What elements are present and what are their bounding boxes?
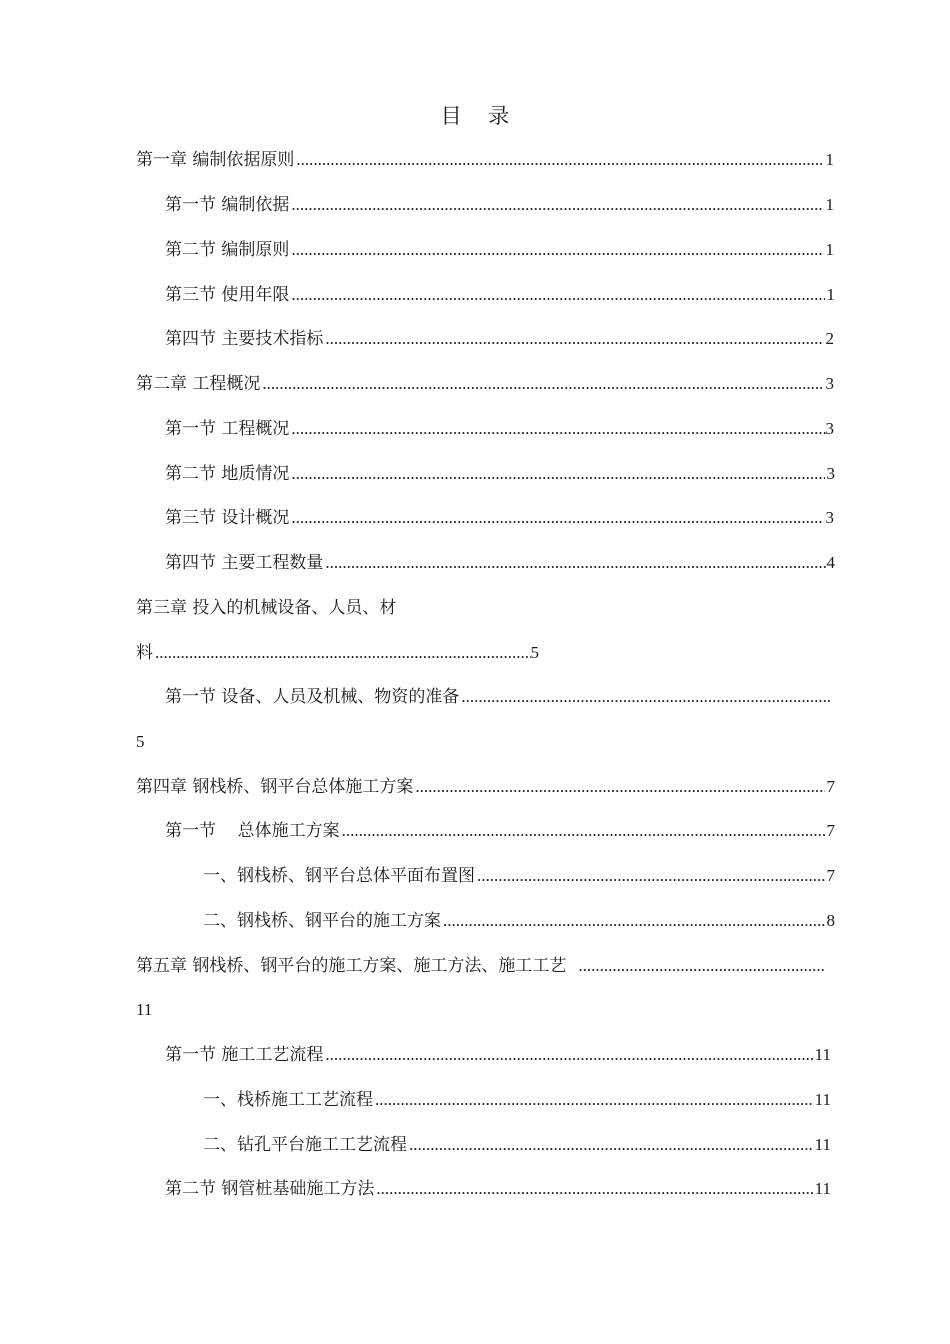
toc-entry-section-3-1[interactable] <box>165 685 831 709</box>
toc-entry-section-2-3[interactable] <box>165 506 834 530</box>
toc-entry-section-1-2[interactable] <box>165 238 834 262</box>
toc-entry-page: 11 <box>814 1045 831 1064</box>
toc-entry-page: 2 <box>825 329 834 348</box>
dot-leader <box>291 417 825 441</box>
toc-entry-label: 第二节 编制原则 <box>165 240 290 260</box>
dot-leader <box>375 1088 813 1112</box>
toc-entry-label: 第二节 钢管桩基础施工方法 <box>165 1179 375 1199</box>
toc-entry-chapter-5-page[interactable]: 11 <box>136 1000 153 1019</box>
toc-entry-page: 3 <box>825 508 834 527</box>
toc-entry-label: 第四节 主要工程数量 <box>165 553 324 573</box>
dot-leader <box>291 506 823 530</box>
toc-entry-section-5-2[interactable] <box>165 1177 831 1201</box>
toc-entry-section-1-4[interactable] <box>165 327 834 351</box>
toc-entry-page: 1 <box>825 150 834 169</box>
toc-entry-label: 第二节 地质情况 <box>165 464 290 484</box>
toc-entry-label: 第一节 编制依据 <box>165 195 290 215</box>
toc-entry-page: 3 <box>825 374 834 393</box>
toc-entry-section-2-4[interactable] <box>165 551 835 575</box>
toc-entry-page: 1 <box>825 195 834 214</box>
dot-leader <box>291 238 823 262</box>
toc-entry-label: 二、钻孔平台施工工艺流程 <box>203 1135 407 1155</box>
dot-leader <box>291 193 823 217</box>
dot-leader <box>443 909 825 933</box>
toc-entry-subsection-4-1-2[interactable] <box>203 909 835 933</box>
toc-entry-page: 3 <box>825 419 834 438</box>
toc-entry-page: 5 <box>530 643 539 662</box>
toc-entry-page: 7 <box>826 777 835 796</box>
toc-entry-label: 第三节 使用年限 <box>165 285 290 305</box>
dot-leader <box>296 148 823 172</box>
dot-leader <box>415 775 824 799</box>
toc-entry-section-5-1[interactable] <box>165 1043 831 1067</box>
dot-leader <box>325 327 823 351</box>
toc-entry-page: 1 <box>825 240 834 259</box>
toc-entry-chapter-5[interactable] <box>136 954 826 978</box>
toc-entry-label: 一、栈桥施工工艺流程 <box>203 1090 373 1110</box>
toc-entry-section-4-1[interactable] <box>165 819 835 843</box>
toc-entry-label: 第四章 钢栈桥、钢平台总体施工方案 <box>136 777 414 797</box>
dot-leader <box>291 462 824 486</box>
dot-leader <box>461 685 831 709</box>
toc-entry-page: 11 <box>814 1135 831 1154</box>
toc-entry-page: 1 <box>826 285 835 304</box>
toc-entry-subsection-5-1-2[interactable] <box>203 1133 831 1157</box>
toc-entry-section-3-1-page[interactable]: 5 <box>136 732 145 751</box>
toc-entry-label: 第五章 钢栈桥、钢平台的施工方案、施工方法、施工工艺 <box>136 956 567 976</box>
toc-entry-chapter-2[interactable] <box>136 372 834 396</box>
dot-leader <box>291 283 824 307</box>
toc-entry-chapter-3-line-1[interactable]: 第三章 投入的机械设备、人员、材 <box>136 598 397 618</box>
dot-leader <box>342 819 825 843</box>
dot-leader <box>578 954 826 978</box>
toc-entry-subsection-4-1-1[interactable] <box>203 864 835 888</box>
toc-entry-chapter-1[interactable] <box>136 148 834 172</box>
dot-leader <box>155 641 531 665</box>
dot-leader <box>409 1133 813 1157</box>
toc-entry-label: 第一节 总体施工方案 <box>165 821 340 841</box>
toc-entry-label: 料 <box>136 643 153 663</box>
toc-entry-label: 一、钢栈桥、钢平台总体平面布置图 <box>203 866 475 886</box>
toc-entry-page: 11 <box>814 1179 831 1198</box>
toc-entry-page: 4 <box>826 553 835 572</box>
toc-entry-label: 第一节 工程概况 <box>165 419 290 439</box>
toc-entry-page: 7 <box>826 866 835 885</box>
dot-leader <box>477 864 825 888</box>
toc-title: 目 录 <box>440 104 520 128</box>
toc-entry-chapter-3-line-2[interactable] <box>136 641 539 665</box>
toc-entry-subsection-5-1-1[interactable] <box>203 1088 831 1112</box>
toc-entry-label: 二、钢栈桥、钢平台的施工方案 <box>203 911 441 931</box>
toc-entry-label: 第四节 主要技术指标 <box>165 329 324 349</box>
toc-entry-chapter-4[interactable] <box>136 775 835 799</box>
toc-entry-page: 3 <box>826 464 835 483</box>
dot-leader <box>325 551 826 575</box>
toc-entry-section-1-3[interactable] <box>165 283 835 307</box>
toc-entry-label: 第一章 编制依据原则 <box>136 150 295 170</box>
toc-entry-label: 第二章 工程概况 <box>136 374 261 394</box>
dot-leader <box>325 1043 812 1067</box>
dot-leader <box>262 372 823 396</box>
toc-entry-label: 第一节 设备、人员及机械、物资的准备 <box>165 687 460 707</box>
toc-entry-label: 第一节 施工工艺流程 <box>165 1045 324 1065</box>
toc-entry-page: 11 <box>814 1090 831 1109</box>
dot-leader <box>376 1177 812 1201</box>
toc-entry-section-2-1[interactable] <box>165 417 834 441</box>
toc-entry-page: 7 <box>826 821 835 840</box>
toc-entry-section-1-1[interactable] <box>165 193 834 217</box>
toc-entry-label: 第三节 设计概况 <box>165 508 290 528</box>
toc-entry-page: 8 <box>826 911 835 930</box>
toc-entry-section-2-2[interactable] <box>165 462 835 486</box>
